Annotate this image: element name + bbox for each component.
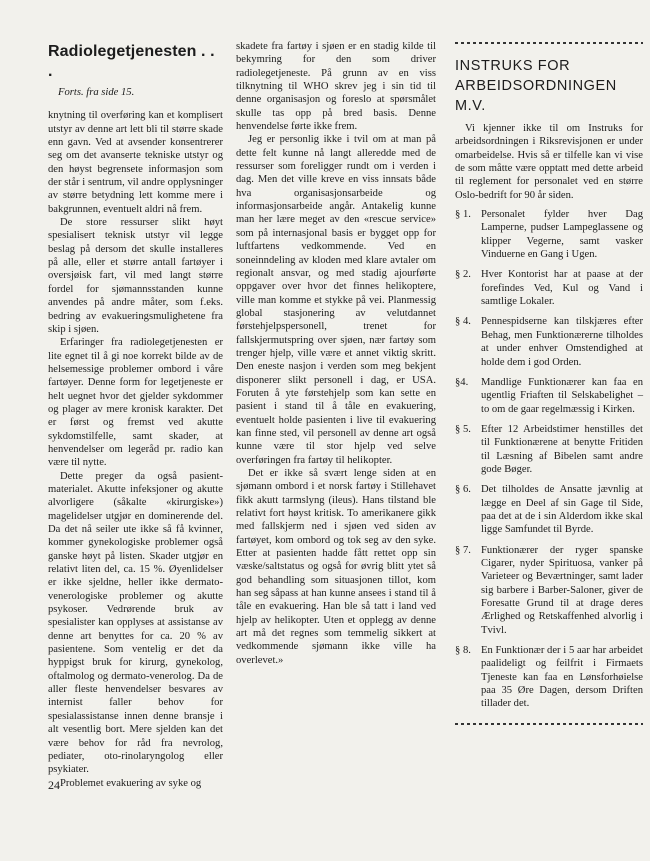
- sidebar-paragraph: [455, 644, 643, 711]
- paragraph-number: § 1.: [455, 209, 471, 221]
- article-paragraph: Det er ikke så svært lenge siden at en sjømann ombord i et norsk fartøy i Stillehavet fikk akutt tarmslyng (ileus). Hans tilstand ble relativt fort høyst kritisk. To amerikanere gikk med fallskjerm ned i sjøen ved siden av fartøyet, kom ombord og tok seg av den syke. Etter at pasienten hadde fått rettet opp sin væske/saltstatus og også for øvrig blitt ytet så god behandling som situasjonen tillot, kom han seg såpass at han kunne ansees i stand til å tåle en evakuering. Han ble så tatt i land ved hjelp av helikopter. Uten et opplegg av denne art må det regnes som temmelig sikkert at vedkommende sjømann ikke ville ha overlevet.»: [236, 468, 436, 666]
- article-column-1: [48, 40, 223, 790]
- sidebar-box: [455, 40, 643, 737]
- article-paragraph: Jeg er personlig ikke i tvil om at man på dette felt kunne nå langt alleredde med de ressurser som foreligger rundt om i verden i dag. Men det ville kreve en viss innsats både hva organisasjonsarbeide og informasjonsarbeide angår. Antakelig kunne man her lære meget av den «rescue service» som på internasjonal basis er bygget opp for luftfartens vedkommende. Ved en soneinndeling av kloden med klare avtaler om regionalt ansvar, og med stadig ajourførte oppgaver over hvor det finnes helikoptere, ville man komme et stykke på vei. Planmessig global stasjonering av velutdannet førstehjelpspersonell, trenet for fallskjermutspring over sjøen, nær fartøy som trenger hjelp, ville være et annet viktig skritt. Den eneste nasjon i verden som meg bekjent disponerer slikt personell i dag, er USA. Foruten å yte førstehjelp som kan sette en pasient i stand til å tåle en evakuering, eventuelt holde pasienten i live til evakuering kan finne sted, vil personell av denne art også kunne være til stor hjelp ved selve overføringen fra fartøy til helikopter.: [236, 134, 436, 466]
- top-divider: [455, 40, 643, 46]
- sidebar-paragraph: [455, 315, 643, 368]
- paragraph-text: Mandlige Funktionærer kan faa en ugentlig Friaften til Selskabelighet – to om de gaar regelmæssig i Kirken.: [481, 376, 643, 415]
- article-paragraph: knytning til overføring kan et komplisert utstyr av denne art lett bli til større skade enn gavn. Ved at avsender konsentrerer seg om det avanserte tekniske utstyr og den høyst begrensete informasjon som der står i sentrum, vil andre opplysninger av større betydning lett komme mere i bakgrunnen, eventuelt aldri nå frem.: [48, 110, 223, 215]
- sidebar-paragraph: [455, 483, 643, 536]
- article-paragraph: Problemet evakuering av syke og: [60, 777, 202, 789]
- sidebar-intro: Vi kjenner ikke til om Instruks for arbeidsordningen i Riksrevisjonen er under omarbeidelse. Hvis så er tilfelle kan vi vise de som måtte være opptatt med dette arbeid til reglement for personalet ved en større Oslo-bedrift for 90 år siden.: [455, 123, 643, 201]
- sidebar-paragraph: [455, 376, 643, 416]
- sidebar-title: INSTRUKS FOR ARBEIDSORDNINGEN M.V.: [455, 58, 617, 114]
- article-paragraph: skadete fra fartøy i sjøen er en stadig kilde til bekymring for den som driver radiolegetjeneste. På grunn av en viss tilknytning til WHO skrev jeg i sin tid til denne organisasjon og foreslo at spørsmålet skulle tas opp på bred basis. Denne henvendelse førte ikke frem.: [236, 41, 436, 133]
- article-title: Radiolegetjenesten . . .: [48, 43, 215, 80]
- paragraph-number: § 6.: [455, 484, 471, 496]
- paragraph-number: § 4.: [455, 316, 471, 328]
- paragraph-text: Funktionærer der ryger spanske Cigarer, nyder Spirituosa, vanker på Varieteer og Beværtninger, samt lader sig barbere i Barber-Saloner, giver de Foresatte Grund til at drage deres Ærlighed og Retskaffenhed alvorlig i Tvivl.: [481, 544, 643, 636]
- paragraph-text: Hver Kontorist har at paase at der forefindes Ved, Kul og Vand i samtlige Lokaler.: [481, 269, 643, 308]
- paragraph-number: § 7.: [455, 544, 471, 556]
- sidebar-paragraph: [455, 268, 643, 308]
- paragraph-text: Efter 12 Arbeidstimer henstilles det til Funktionærene at benytte Fritiden til Læsning af Bibelen samt andre gode Bøger.: [481, 423, 643, 475]
- article-paragraph: Dette preger da også pasient-materialet. Akutte infeksjoner og akutte alvorligere (såkalte «kirurgiske») magelidelser utgjør en dominerende del. Da det nå seiler ute ikke så få kvinner, kommer gynekologiske problemer også ganske høyt på listen. Skader utgjør en relativt liten del, ca. 15 %. Øyenlidelser er ikke sjeldne, heller ikke dermato-venerologiske problemer og akutte psykoser. Vedrørende bruk av spesialister kan opplyses at assistanse av denne art benyttes for ca. 20 % av pasientene. Som ventelig er det da hyppigst bruk for kirurg, gynekolog, oftalmolog og dermato-venerolog. Da de aller fleste henvendelser besvares av internist faller behov for spesialassistanse innen denne bransje i alt vesentlig bort. Mere sjelden kan det være behov for råd fra nevrolog, pediater, oto-rinolaryngolog eller psykiater.: [48, 470, 223, 776]
- bottom-divider: [455, 721, 643, 727]
- page-number: 24: [48, 778, 60, 792]
- article-column-2: [236, 40, 436, 667]
- sidebar-paragraph: [455, 208, 643, 261]
- paragraph-text: Personalet fylder hver Dag Lamperne, pudser Lampeglassene og klipper Vegerne, samt vasker Vinduerne en Gang i Ugen.: [481, 209, 643, 261]
- article-subtitle: Forts. fra side 15.: [58, 87, 135, 98]
- article-paragraph: Erfaringer fra radiolegetjenesten er lite egnet til å gi noe korrekt bilde av de helsemessige problemer ombord i våre fartøyer. Denne form for legetjeneste er helt uegnet hvor det gjelder sykdommer og plager av mere kronisk karakter. Det er først og fremst ved akutte sykdomstilfelle, samt skader, at henvendelser om legeråd pr. radio kan være til nytte.: [48, 337, 223, 469]
- sidebar-paragraph: [455, 423, 643, 476]
- paragraph-number: § 5.: [455, 423, 471, 435]
- paragraph-text: En Funktionær der i 5 aar har arbeidet paalideligt og feilfrit i Firmaets Tjeneste kan faa en Lønsforhøielse paa 35 Øre Dagen, dersom Driften tillader det.: [481, 645, 643, 710]
- paragraph-number: § 2.: [455, 269, 471, 281]
- article-paragraph: De store ressurser slikt høyt spesialisert teknisk utstyr vil legge beslag på dersom det skulle installeres på alle, eller et større antall fartøyer i oversjøisk fart, vil med langt større fordel for sjømannsstanden kunne anvendes på andre måter, som f.eks. bedring av evakueringsmulighetene fra skip i sjøen.: [48, 217, 223, 335]
- paragraph-number: § 8.: [455, 645, 471, 657]
- sidebar-paragraph: [455, 544, 643, 637]
- paragraph-text: Pennespidserne kan tilskjæres efter Behag, men Funktionærerne tilholdes at under enhver Omstendighed at holde dem i god Orden.: [481, 316, 643, 368]
- paragraph-number: §4.: [455, 376, 469, 388]
- paragraph-text: Det tilholdes de Ansatte jævnlig at lægge en Deel af sin Gage til Side, paa det at de i sin Alderdom ikke skal ligge Samfundet til Byrde.: [481, 484, 643, 536]
